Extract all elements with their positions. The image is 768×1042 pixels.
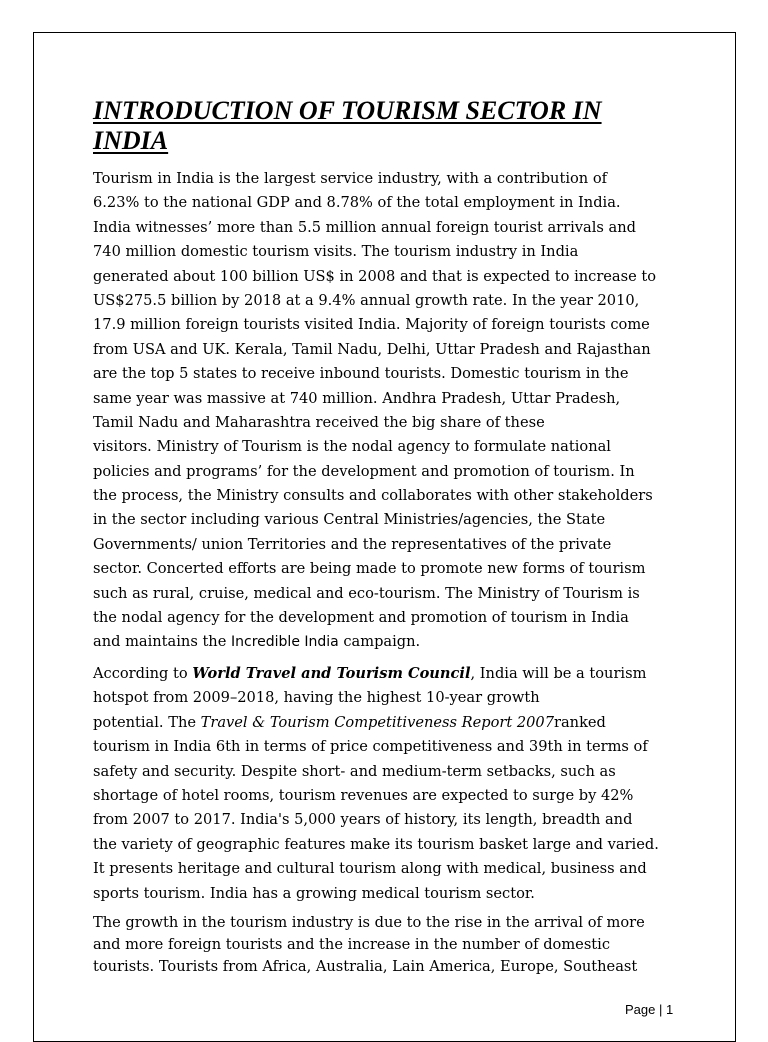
paragraph-line: sector. Concerted efforts are being made to promote new forms of tourism bbox=[93, 560, 646, 578]
paragraph-line-last bbox=[93, 630, 673, 654]
paragraph-line: Governments/ union Territories and the representatives of the private bbox=[93, 535, 612, 553]
paragraph-line: US$275.5 billion by 2018 at a 9.4% annual growth rate. In the year 2010, bbox=[93, 291, 640, 309]
report-title-italic: Travel & Tourism Competitiveness Report 2007 bbox=[200, 713, 554, 731]
incredible-india-brand: Incredible India bbox=[231, 634, 339, 651]
paragraph-line: such as rural, cruise, medical and eco-tourism. The Ministry of Tourism is bbox=[93, 584, 640, 602]
paragraph-text: and maintains the bbox=[93, 633, 231, 651]
paragraph-intro bbox=[93, 167, 673, 655]
paragraph-line: Tourism in India is the largest service industry, with a contribution of bbox=[93, 170, 608, 187]
paragraph-text: potential. The bbox=[93, 713, 201, 731]
paragraph-line: India witnesses’ more than 5.5 million annual foreign tourist arrivals and bbox=[93, 218, 636, 236]
paragraph-growth bbox=[93, 912, 673, 978]
paragraph-line: The growth in the tourism industry is due to the rise in the arrival of more bbox=[93, 914, 645, 931]
wttc-emphasis: World Travel and Tourism Council bbox=[192, 665, 471, 682]
paragraph-text: , India will be a tourism bbox=[470, 665, 647, 682]
paragraph-line: shortage of hotel rooms, tourism revenues are expected to surge by 42% bbox=[93, 786, 634, 804]
paragraph-text: ranked bbox=[554, 713, 606, 731]
paragraph-line: hotspot from 2009–2018, having the highest 10-year growth bbox=[93, 689, 540, 707]
paragraph-text: campaign. bbox=[338, 633, 421, 651]
paragraph-line: Tamil Nadu and Maharashtra received the big share of these bbox=[93, 413, 545, 431]
paragraph-line: from 2007 to 2017. India's 5,000 years of history, its length, breadth and bbox=[93, 811, 633, 829]
paragraph-line: the variety of geographic features make its tourism basket large and varied. bbox=[93, 835, 659, 853]
paragraph-line: 6.23% to the national GDP and 8.78% of the total employment in India. bbox=[93, 194, 621, 212]
paragraph-line: are the top 5 states to receive inbound tourists. Domestic tourism in the bbox=[93, 365, 629, 383]
paragraph-line: tourists. Tourists from Africa, Australia, Lain America, Europe, Southeast bbox=[93, 958, 638, 975]
paragraph-line: safety and security. Despite short- and medium-term setbacks, such as bbox=[93, 762, 616, 780]
page-border-right-rule bbox=[735, 32, 736, 1024]
paragraph-line: 740 million domestic tourism visits. The tourism industry in India bbox=[93, 243, 579, 261]
page-number-footer: Page | 1 bbox=[625, 1002, 674, 1017]
paragraph-line bbox=[93, 711, 673, 735]
paragraph-line: the process, the Ministry consults and collaborates with other stakeholders bbox=[93, 487, 653, 505]
paragraph-line: generated about 100 billion US$ in 2008 and that is expected to increase to bbox=[93, 267, 657, 285]
paragraph-line: same year was massive at 740 million. Andhra Pradesh, Uttar Pradesh, bbox=[93, 389, 621, 407]
paragraph-line: It presents heritage and cultural tourism along with medical, business and bbox=[93, 860, 647, 878]
paragraph-line: from USA and UK. Kerala, Tamil Nadu, Delhi, Uttar Pradesh and Rajasthan bbox=[93, 340, 651, 358]
paragraph-line: visitors. Ministry of Tourism is the nodal agency to formulate national bbox=[93, 438, 611, 456]
paragraph-line: policies and programs’ for the development and promotion of tourism. In bbox=[93, 462, 635, 480]
paragraph-text: According to bbox=[93, 665, 193, 682]
paragraph-line: and more foreign tourists and the increase in the number of domestic bbox=[93, 936, 611, 953]
paragraph-line: sports tourism. India has a growing medical tourism sector. bbox=[93, 884, 535, 902]
paragraph-line: in the sector including various Central Ministries/agencies, the State bbox=[93, 511, 606, 529]
page-title: INTRODUCTION OF TOURISM SECTOR IN INDIA bbox=[93, 96, 602, 155]
paragraph-line bbox=[93, 662, 673, 686]
paragraph-line: 17.9 million foreign tourists visited India. Majority of foreign tourists come bbox=[93, 316, 650, 334]
paragraph-wttc bbox=[93, 662, 673, 906]
paragraph-line: tourism in India 6th in terms of price competitiveness and 39th in terms of bbox=[93, 738, 648, 756]
paragraph-line: the nodal agency for the development and promotion of tourism in India bbox=[93, 609, 629, 627]
